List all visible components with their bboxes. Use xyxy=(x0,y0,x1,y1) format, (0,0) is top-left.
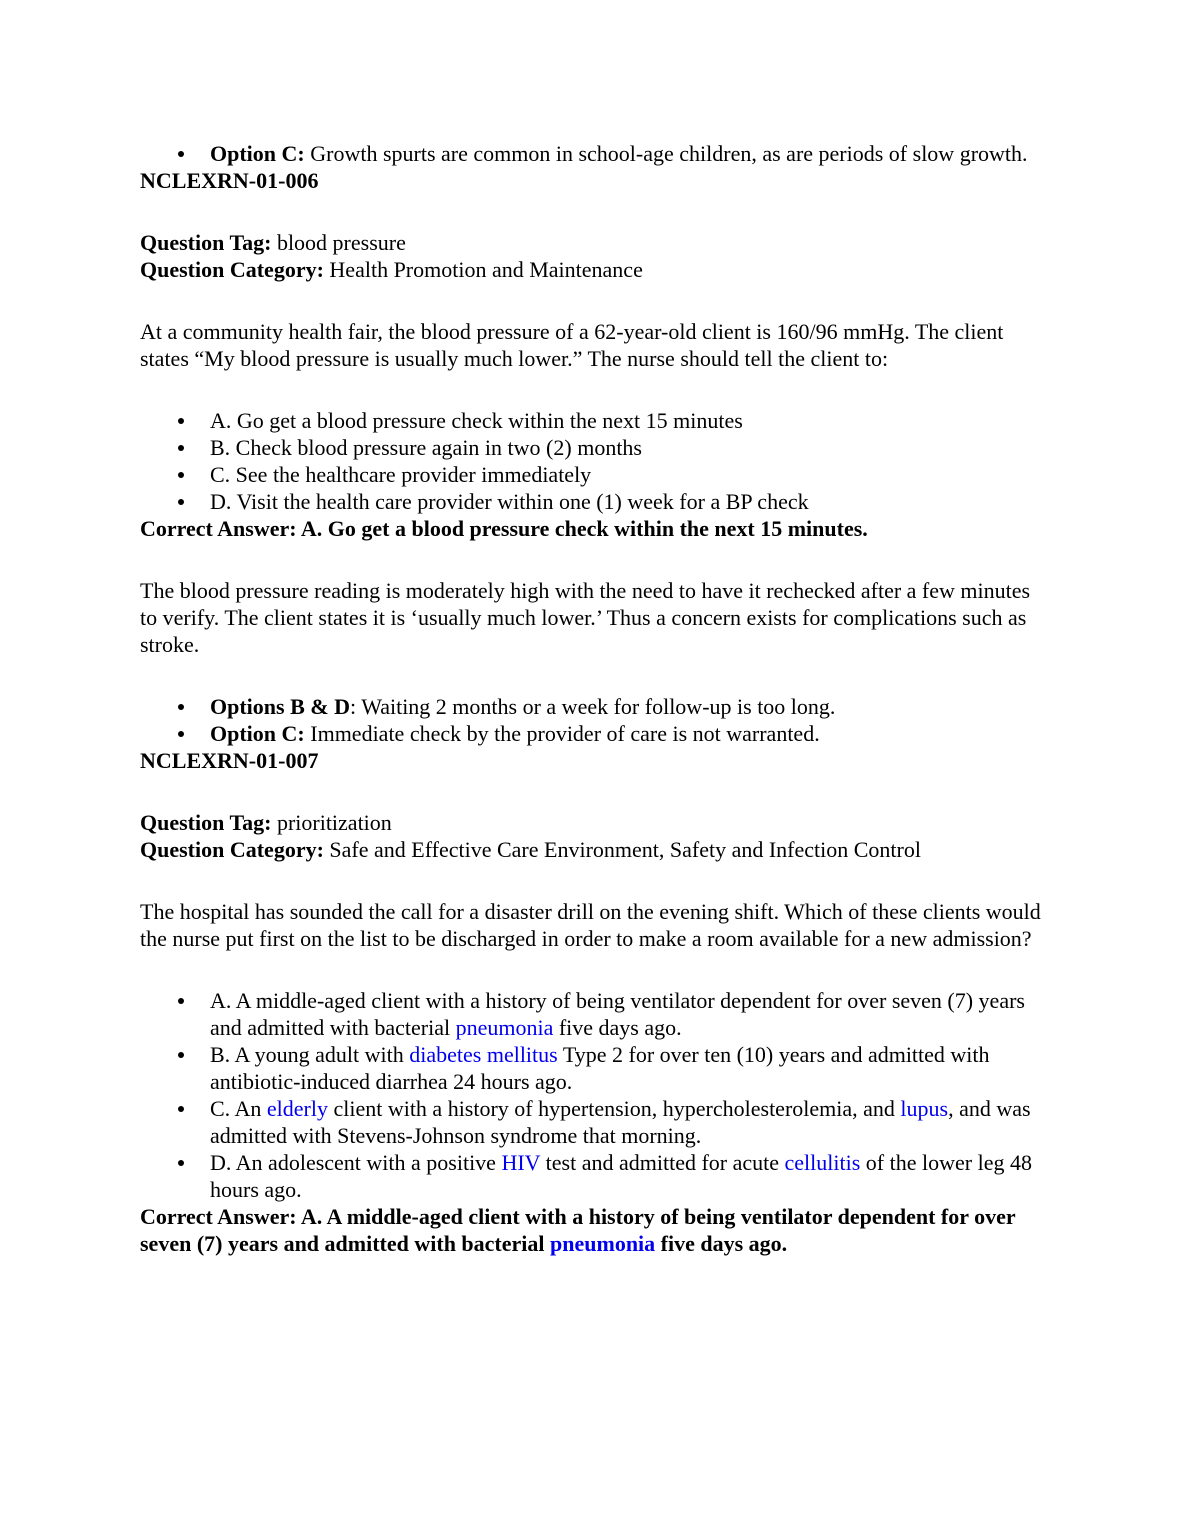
question-id: NCLEXRN-01-006 xyxy=(140,168,319,193)
question-tag: Question Tag: prioritization xyxy=(140,810,392,835)
list-item: A. A middle-aged client with a history of being ventilator dependent for over seven (7) years and admitted with bacterial pneumonia five days ago. xyxy=(210,987,1050,1041)
hiv-link[interactable]: HIV xyxy=(501,1150,541,1175)
diabetes-mellitus-link[interactable]: diabetes mellitus xyxy=(409,1042,558,1067)
list-item: Option C: Immediate check by the provider of care is not warranted. xyxy=(210,720,1050,747)
question-stem: The hospital has sounded the call for a disaster drill on the evening shift. Which of these clients would the nurse put first on the list to be discharged in order to make a room available for a new admission? xyxy=(140,899,1041,951)
answer-options-list xyxy=(140,987,1050,1203)
elderly-link[interactable]: elderly xyxy=(266,1096,328,1121)
option-text: Growth spurts are common in school-age children, as are periods of slow growth. xyxy=(304,141,1028,166)
document-content xyxy=(140,140,1050,1257)
question-tag: Question Tag: blood pressure xyxy=(140,230,406,255)
list-item: C. See the healthcare provider immediately xyxy=(210,461,1050,488)
list-item xyxy=(210,140,1050,167)
correct-answer: Correct Answer: A. A middle-aged client with a history of being ventilator dependent for over seven (7) years and admitted with bacterial pneumonia five days ago. xyxy=(140,1204,1016,1256)
rationale: The blood pressure reading is moderately high with the need to have it rechecked after a few minutes to verify. The client states it is ‘usually much lower.’ Thus a concern exists for complications such as stroke. xyxy=(140,578,1031,657)
correct-answer: Correct Answer: A. Go get a blood pressure check within the next 15 minutes. xyxy=(140,516,868,541)
question-stem: At a community health fair, the blood pressure of a 62-year-old client is 160/96 mmHg. The client states “My blood pressure is usually much lower.” The nurse should tell the client to: xyxy=(140,319,1004,371)
lupus-link[interactable]: lupus xyxy=(900,1096,949,1121)
question-id: NCLEXRN-01-007 xyxy=(140,748,319,773)
list-item: D. An adolescent with a positive HIV test and admitted for acute cellulitis of the lower leg 48 hours ago. xyxy=(210,1149,1050,1203)
pneumonia-link[interactable]: pneumonia xyxy=(455,1015,554,1040)
question-category: Question Category: Safe and Effective Care Environment, Safety and Infection Control xyxy=(140,837,921,862)
question-category: Question Category: Health Promotion and Maintenance xyxy=(140,257,643,282)
cellulitis-link[interactable]: cellulitis xyxy=(784,1150,861,1175)
list-item: B. A young adult with diabetes mellitus Type 2 for over ten (10) years and admitted with antibiotic-induced diarrhea 24 hours ago. xyxy=(210,1041,1050,1095)
list-item: Options B & D: Waiting 2 months or a week for follow-up is too long. xyxy=(210,693,1050,720)
pneumonia-link[interactable]: pneumonia xyxy=(550,1231,656,1256)
list-item: D. Visit the health care provider within one (1) week for a BP check xyxy=(210,488,1050,515)
list-item: C. An elderly client with a history of hypertension, hypercholesterolemia, and lupus, and was admitted with Stevens-Johnson syndrome that morning. xyxy=(210,1095,1050,1149)
prev-explanations-list xyxy=(140,140,1050,167)
answer-options-list xyxy=(140,407,1050,515)
explanations-list xyxy=(140,693,1050,747)
list-item: B. Check blood pressure again in two (2) months xyxy=(210,434,1050,461)
option-label: Option C: xyxy=(210,141,305,166)
list-item: A. Go get a blood pressure check within the next 15 minutes xyxy=(210,407,1050,434)
